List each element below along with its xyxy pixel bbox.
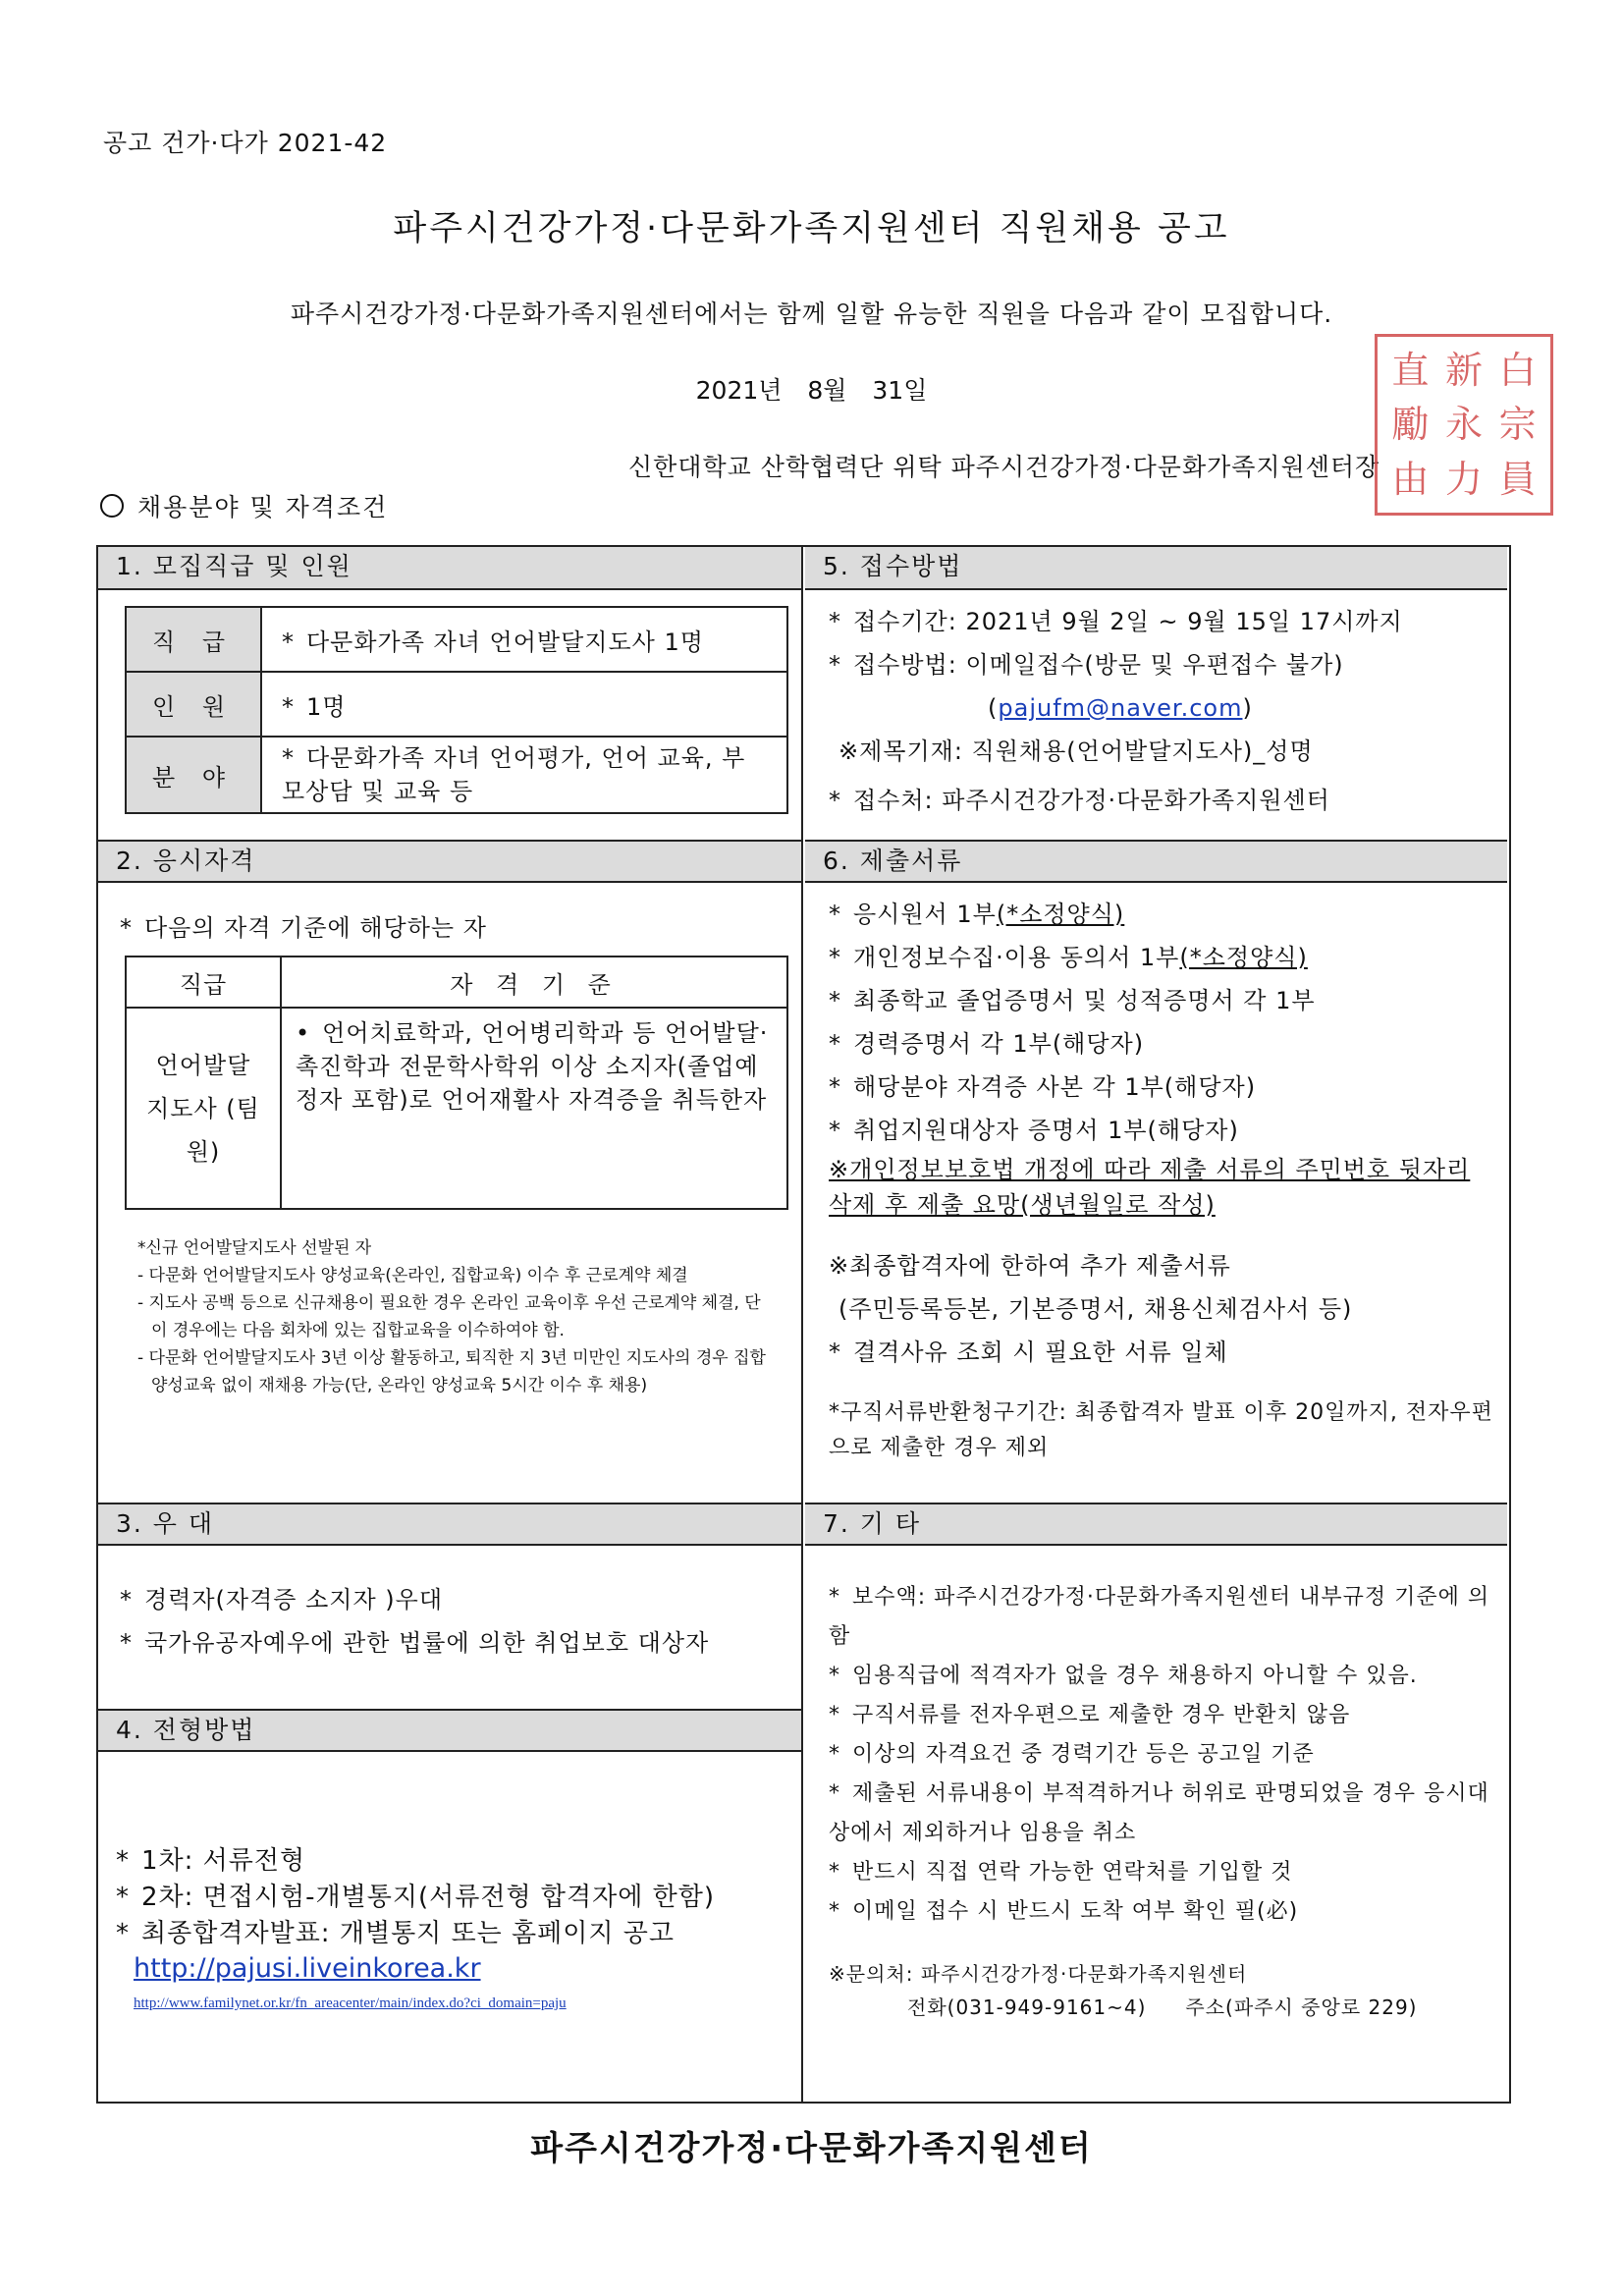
notice-date: 2021년 8월 31일 bbox=[695, 376, 928, 405]
doc-item: * 해당분야 자격증 사본 각 1부(해당자) bbox=[829, 1073, 1257, 1101]
place-value: 접수처: 파주시건강가정·다문화가족지원센터 bbox=[853, 787, 1330, 814]
note-item: - 다문화 언어발달지도사 양성교육(온라인, 집합교육) 이수 후 근로계약 체결 bbox=[137, 1266, 688, 1285]
doc-number: 공고 건가·다가 2021-42 bbox=[103, 129, 388, 157]
sec4-list bbox=[116, 1843, 715, 1952]
sec1-table bbox=[125, 606, 788, 814]
sec2-lead-text: 다음의 자격 기준에 해당하는 자 bbox=[144, 914, 487, 942]
rank-cell: 언어발달 지도사 (팀원) bbox=[126, 1008, 281, 1209]
sec3-header: 3. 우 대 bbox=[98, 1503, 803, 1546]
headcount-value: * 1명 bbox=[261, 672, 787, 737]
list-item: * 보수액: 파주시건강가정·다문화가족지원센터 내부규정 기준에 의함 bbox=[829, 1585, 1490, 1649]
list-item: * 제출된 서류내용이 부적격하거나 허위로 판명되었을 경우 응시대상에서 제외하거나 임용을 취소 bbox=[829, 1781, 1489, 1845]
content-frame bbox=[96, 545, 1511, 2104]
doc-item-text: 해당분야 자격증 사본 각 1부(해당자) bbox=[853, 1073, 1257, 1101]
seal-char: 新 bbox=[1444, 348, 1483, 392]
seal-char: 員 bbox=[1498, 458, 1537, 502]
criteria-cell: • 언어치료학과, 언어병리학과 등 언어발달·촉진학과 전문학사학위 이상 소지자(졸업예정자 포함)로 언어재활사 자격증을 취득한자 bbox=[281, 1008, 787, 1209]
sec7-content bbox=[829, 1578, 1496, 2024]
email-line: (pajufm@naver.com) bbox=[988, 694, 1253, 722]
note-item: - 지도사 공백 등으로 신규채용이 필요한 경우 온라인 교육이후 우선 근로계약 체결, 단 이 경우에는 다음 회차에 있는 집합교육을 이수하여야 함. bbox=[137, 1293, 761, 1340]
doc-item-text: 경력증명서 각 1부(해당자) bbox=[853, 1030, 1145, 1058]
field-value: * 다문화가족 자녀 언어평가, 언어 교육, 부모상담 및 교육 등 bbox=[261, 737, 787, 813]
email-link[interactable]: pajufm@naver.com bbox=[998, 694, 1243, 722]
headcount-label: 인 원 bbox=[126, 672, 261, 737]
contact-phone: 전화(031-949-9161~4) bbox=[907, 1995, 1147, 2019]
seal-char: 宗 bbox=[1498, 403, 1537, 447]
period-value: 접수기간: 2021년 9월 2일 ~ 9월 15일 17시까지 bbox=[853, 608, 1403, 635]
issuer-text: 신한대학교 산학협력단 위탁 파주시건강가정·다문화가족지원센터장 bbox=[628, 453, 1380, 481]
doc-item-text: 취업지원대상자 증명서 1부(해당자) bbox=[853, 1117, 1239, 1144]
list-item: * 이상의 자격요건 중 경력기간 등은 공고일 기준 bbox=[829, 1742, 1315, 1767]
note-item: *신규 언어발달지도사 선발된 자 bbox=[137, 1238, 372, 1258]
doc-item-form: (*소정양식) bbox=[1179, 944, 1308, 971]
sec5-header: 5. 접수방법 bbox=[805, 547, 1507, 590]
headcount-value-text: 1명 bbox=[306, 692, 347, 721]
extra-title: ※최종합격자에 한하여 추가 제출서류 bbox=[829, 1252, 1231, 1280]
extra-item: * 결격사유 조회 시 필요한 서류 일체 bbox=[829, 1339, 1228, 1366]
sec5-content bbox=[829, 600, 1496, 822]
sec3-list bbox=[120, 1578, 709, 1665]
list-item-text: 국가유공자예우에 관한 법률에 의한 취업보호 대상자 bbox=[144, 1629, 710, 1657]
doc-item-text: 개인정보수집·이용 동의서 1부 bbox=[853, 944, 1180, 971]
list-item: * 최종합격자발표: 개별통지 또는 홈페이지 공고 bbox=[116, 1919, 676, 1948]
method-text: * 접수방법: 이메일접수(방문 및 우편접수 불가) bbox=[829, 651, 1344, 679]
col-rank-header: 직급 bbox=[126, 957, 281, 1008]
doc-item: * 취업지원대상자 증명서 1부(해당자) bbox=[829, 1117, 1239, 1144]
rank-value: * 다문화가족 자녀 언어발달지도사 1명 bbox=[261, 607, 787, 672]
doc-item: * 최종학교 졸업증명서 및 성적증명서 각 1부 bbox=[829, 987, 1316, 1014]
seal-char: 直 bbox=[1391, 348, 1430, 392]
list-item: * 이메일 접수 시 반드시 도착 여부 확인 필(必) bbox=[829, 1899, 1299, 1924]
place-text: * 접수처: 파주시건강가정·다문화가족지원센터 bbox=[829, 787, 1330, 814]
section-label bbox=[100, 488, 388, 523]
seal-char: 永 bbox=[1444, 403, 1483, 447]
seal-char: 力 bbox=[1444, 458, 1483, 502]
list-item: * 1차: 서류전형 bbox=[116, 1846, 306, 1876]
privacy-note: ※개인정보보호법 개정에 따라 제출 서류의 주민번호 뒷자리 삭제 후 제출 요망(생년월일로 작성) bbox=[829, 1156, 1471, 1219]
rank-label: 직 급 bbox=[126, 607, 261, 672]
seal-char: 勵 bbox=[1391, 403, 1430, 447]
extra-list: (주민등록등본, 기본증명서, 채용신체검사서 등) bbox=[839, 1295, 1353, 1323]
contact-address: 주소(파주시 중앙로 229) bbox=[1185, 1995, 1418, 2019]
seal-char: 由 bbox=[1391, 458, 1430, 502]
list-item: * 국가유공자예우에 관한 법률에 의한 취업보호 대상자 bbox=[120, 1629, 710, 1657]
sec6-header: 6. 제출서류 bbox=[805, 840, 1507, 883]
criteria-text: 언어치료학과, 언어병리학과 등 언어발달·촉진학과 전문학사학위 이상 소지자(졸업예정자 포함)로 언어재활사 자격증을 취득한자 bbox=[296, 1019, 769, 1114]
contact-line bbox=[829, 1991, 1496, 2024]
sec1-header: 1. 모집직급 및 인원 bbox=[98, 547, 803, 590]
doc-item-text: 응시원서 1부 bbox=[853, 901, 997, 928]
sec2-header: 2. 응시자격 bbox=[98, 840, 803, 883]
extra-item-text: 결격사유 조회 시 필요한 서류 일체 bbox=[853, 1339, 1228, 1366]
note-item: - 다문화 언어발달지도사 3년 이상 활동하고, 퇴직한 지 3년 미만인 지도사의 경우 집합양성교육 없이 재채용 가능(단, 온라인 양성교육 5시간 이수 후 채용) bbox=[137, 1348, 766, 1395]
field-label: 분 야 bbox=[126, 737, 261, 813]
doc-item: * 경력증명서 각 1부(해당자) bbox=[829, 1030, 1145, 1058]
contact-label: ※문의처: 파주시건강가정·다문화가족지원센터 bbox=[829, 1962, 1248, 1986]
list-item-text: 제출된 서류내용이 부적격하거나 허위로 판명되었을 경우 응시대상에서 제외하거나 임용을 취소 bbox=[829, 1781, 1489, 1845]
official-seal-stamp bbox=[1375, 334, 1553, 516]
doc-item-text: 최종학교 졸업증명서 및 성적증명서 각 1부 bbox=[853, 987, 1316, 1014]
familynet-link[interactable]: http://www.familynet.or.kr/fn_areacenter/main/index.do?ci_domain=paju bbox=[134, 1995, 567, 2011]
subject-text: ※제목기재: 직원채용(언어발달지도사)_성명 bbox=[839, 738, 1314, 765]
sec2-lead: * 다음의 자격 기준에 해당하는 자 bbox=[120, 914, 487, 942]
list-item-text: 임용직급에 적격자가 없을 경우 채용하지 아니할 수 있음. bbox=[852, 1664, 1418, 1688]
list-item-text: 구직서류를 전자우편으로 제출한 경우 반환치 않음 bbox=[852, 1703, 1351, 1727]
return-note: *구직서류반환청구기간: 최종합격자 발표 이후 20일까지, 전자우편으로 제출한 경우 제외 bbox=[829, 1400, 1493, 1460]
list-item-text: 반드시 직접 연락 가능한 연락처를 기입할 것 bbox=[852, 1860, 1293, 1885]
sec6-content bbox=[829, 893, 1496, 1466]
footer-org-name: 파주시건강가정·다문화가족지원센터 bbox=[530, 2129, 1093, 2168]
list-item: * 경력자(자격증 소지자 )우대 bbox=[120, 1586, 444, 1613]
list-item: * 2차: 면접시험-개별통지(서류전형 합격자에 한함) bbox=[116, 1883, 715, 1912]
list-item-text: 경력자(자격증 소지자 )우대 bbox=[144, 1586, 444, 1613]
sec2-notes bbox=[137, 1234, 776, 1399]
sec7-header: 7. 기 타 bbox=[805, 1503, 1507, 1546]
period-text: * 접수기간: 2021년 9월 2일 ~ 9월 15일 17시까지 bbox=[829, 608, 1403, 635]
intro-text: 파주시건강가정·다문화가족지원센터에서는 함께 일할 유능한 직원을 다음과 같이 모집합니다. bbox=[290, 300, 1333, 328]
page-title: 파주시건강가정·다문화가족지원센터 직원채용 공고 bbox=[393, 209, 1230, 248]
method-value: 접수방법: 이메일접수(방문 및 우편접수 불가) bbox=[853, 651, 1344, 679]
sec4-header: 4. 전형방법 bbox=[98, 1709, 803, 1752]
list-item-text: 이메일 접수 시 반드시 도착 여부 확인 필(必) bbox=[852, 1899, 1299, 1924]
sec2-table bbox=[125, 956, 788, 1210]
doc-item-form: (*소정양식) bbox=[996, 901, 1125, 928]
list-item-text: 이상의 자격요건 중 경력기간 등은 공고일 기준 bbox=[852, 1742, 1315, 1767]
homepage-link[interactable]: http://pajusi.liveinkorea.kr bbox=[134, 1953, 481, 1984]
list-item: * 구직서류를 전자우편으로 제출한 경우 반환치 않음 bbox=[829, 1703, 1351, 1727]
circle-icon bbox=[100, 494, 124, 518]
list-item-text: 최종합격자발표: 개별통지 또는 홈페이지 공고 bbox=[141, 1919, 676, 1948]
col-criteria-header: 자 격 기 준 bbox=[281, 957, 787, 1008]
list-item: * 임용직급에 적격자가 없을 경우 채용하지 아니할 수 있음. bbox=[829, 1664, 1418, 1688]
rank-value-text: 다문화가족 자녀 언어발달지도사 1명 bbox=[306, 628, 704, 656]
column-divider bbox=[801, 545, 803, 2102]
field-value-text: 다문화가족 자녀 언어평가, 언어 교육, 부모상담 및 교육 등 bbox=[282, 744, 746, 805]
list-item: * 반드시 직접 연락 가능한 연락처를 기입할 것 bbox=[829, 1860, 1293, 1885]
doc-item: * 개인정보수집·이용 동의서 1부(*소정양식) bbox=[829, 944, 1308, 971]
section-label-text: 채용분야 및 자격조건 bbox=[137, 493, 389, 521]
seal-char: 白 bbox=[1498, 348, 1537, 392]
list-item-text: 1차: 서류전형 bbox=[141, 1846, 306, 1876]
doc-item: * 응시원서 1부(*소정양식) bbox=[829, 901, 1125, 928]
list-item-text: 보수액: 파주시건강가정·다문화가족지원센터 내부규정 기준에 의함 bbox=[829, 1585, 1490, 1649]
list-item-text: 2차: 면접시험-개별통지(서류전형 합격자에 한함) bbox=[141, 1883, 715, 1912]
